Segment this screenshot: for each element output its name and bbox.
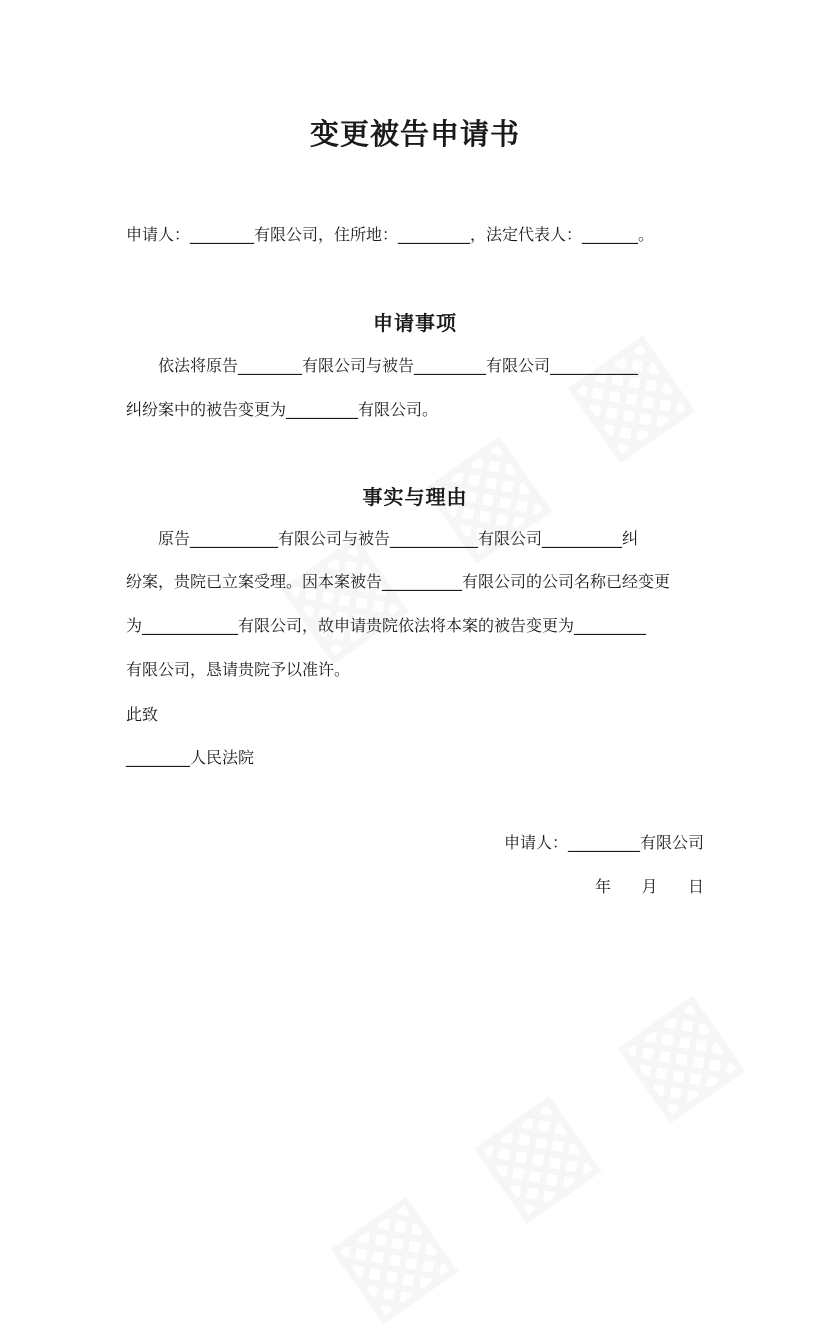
application-items-line: 依法将原告________有限公司与被告_________有限公司___________ [158, 356, 639, 375]
application-items-line: 纠纷案中的被告变更为_________有限公司。 [126, 400, 439, 419]
facts-reasons-line: 为____________有限公司，故申请贵院依法将本案的被告变更为_________ [126, 616, 647, 635]
signature-applicant: 申请人：_________有限公司 [503, 833, 704, 852]
facts-reasons-line: 原告___________有限公司与被告___________有限公司__________纠 [158, 529, 639, 548]
document-title: 变更被告申请书 [309, 117, 520, 151]
facts-reasons-line: 有限公司，恳请贵院予以准许。 [126, 660, 351, 679]
watermark [303, 957, 771, 1342]
applicant-info: 申请人：________有限公司，住所地：_________，法定代表人：_______。 [126, 225, 655, 244]
section-heading-facts-reasons: 事实与理由 [362, 485, 468, 509]
facts-reasons-line: 纷案，贵院已立案受理。因本案被告__________有限公司的公司名称已经变更 [126, 572, 671, 591]
court-name: ________人民法院 [126, 748, 255, 767]
signature-date: 年 月 日 [594, 877, 704, 896]
closing-salutation: 此致 [126, 705, 159, 724]
section-heading-application-items: 申请事项 [373, 311, 457, 335]
